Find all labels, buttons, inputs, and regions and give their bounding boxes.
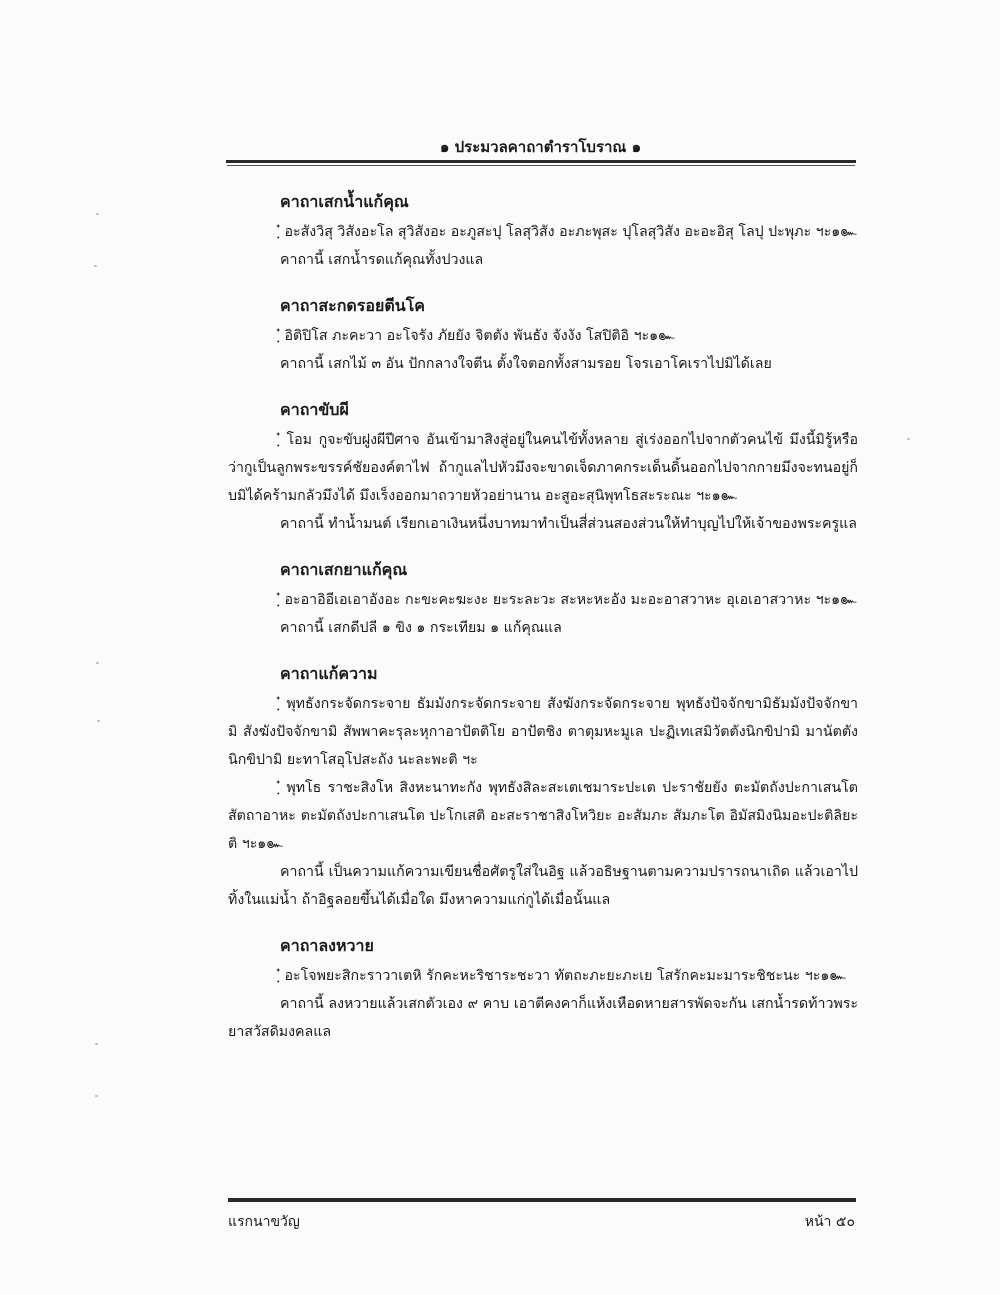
note-paragraph: คาถานี้ เสกน้ำรดแก้คุณทั้งปวงแล (280, 252, 484, 268)
chant-paragraph: ฺ๋ อะอาอิอีเอเอาอังอะ กะขะคะฆะงะ ยะระละวะ สะหะหะอัง มะอะอาสวาหะ อุเอเอาสวาหะ ฯะ๑๛ (280, 592, 857, 608)
note-paragraph: คาถานี้ เป็นความแก้ความเขียนชื่อศัตรูใส่ในอิฐ แล้วอธิษฐานตามความปรารถนาเถิด แล้วเอาไปทิ้งในแม่น้ำ ถ้าอิฐลอยขึ้นได้เมื่อใด มึงหาความแก่กูได้เมื่อนั้นแล (228, 864, 858, 908)
note-paragraph: คาถานี้ เสกดีปลี ๑ ขิง ๑ กระเทียม ๑ แก้คุณแล (280, 620, 562, 636)
scan-speck (96, 213, 99, 215)
main-content (228, 188, 858, 1064)
page-header-title: ๑ ประมวลคาถาตำราโบราณ ๑ (439, 138, 642, 156)
header-rule (226, 160, 856, 163)
section-title: คาถาเสกน้ำแก้คุณ (280, 192, 409, 211)
chant-paragraph: ฺ๋ อะสังวิสุ วิสังอะโล สุวิสังอะ อะภูสะปุ โลสุวิสัง อะภะพุสะ ปุโลสุวิสัง อะอะอิสุ โลปุ ปะพุภะ ฯะ๑๛ (280, 224, 857, 240)
section-title: คาถาลงหวาย (280, 936, 374, 955)
chant-paragraph: ฺ๋ อะโจพยะสิกะราวาเตหิ รักคะหะริชาระชะวา ทัตถะภะยะภะเย โสรักคะมะมาระชิชะนะ ฯะ๑๛ (280, 968, 846, 984)
scan-speck (97, 720, 100, 722)
note-paragraph: คาถานี้ ลงหวายแล้วเสกตัวเอง ๙ คาบ เอาตีคงคาก็แห้งเหือดหายสารพัดจะกัน เสกน้ำรดท้าวพระยาสวัสดิมงคลแล (228, 996, 858, 1040)
chant-paragraph: ฺ๋ พุทธังกระจัดกระจาย ธัมมังกระจัดกระจาย สังฆังกระจัดกระจาย พุทธังปัจจักขามิธัมมังปัจจักขามิ สังฆังปัจจักขามิ สัพพาคะรุละหุกาอาปัตติโย อาปัตชิง ตาตุมหะมูเล ปะฏิเทเสมิวัตตังนิกขิปามิ มานัตตังนิกขิปามิ ยะทาโสอุโปสะถัง นะละพะติ ฯะ (228, 696, 858, 768)
note-paragraph: คาถานี้ ทำน้ำมนต์ เรียกเอาเงินหนึ่งบาทมาทำเป็นสี่ส่วนสองส่วนให้ทำบุญไปให้เจ้าของพระครูแล (280, 516, 858, 532)
section-title: คาถาเสกยาแก้คุณ (280, 560, 408, 579)
chant-paragraph: ฺ๋ โอม กูจะขับฝูงผีปีศาจ อันเข้ามาสิงสู่อยู่ในคนไข้ทั้งหลาย สู่เร่งออกไปจากตัวคนไข้ มึงนี้มิรู้หรือว่ากูเป็นลูกพระขรรค์ชัยองค์ตาไฟ ถ้ากูแลไปหัวมึงจะขาดเจ็ดภาคกระเด็นดิ้นออกไปจากกายมึงจะทนอยู่ก็บมิได้คร้ามกลัวมึงได้ มึงเร็งออกมาถวายหัวอย่านาน อะสูอะสุนิพุทโธสะระณะ ฯะ๑๛ (228, 432, 858, 504)
section-kata-sakot-roi (228, 292, 858, 378)
section-kata-khap-phi (228, 396, 858, 538)
chant-paragraph: ฺ๋ อิติปิโส ภะคะวา อะโจรัง ภัยยัง จิตตัง พันธัง จังงัง โสปิติอิ ฯะ๑๛ (280, 328, 675, 344)
section-title: คาถาแก้ความ (280, 664, 378, 683)
note-paragraph: คาถานี้ เสกไม้ ๓ อัน ปักกลางใจตีน ตั้งใจตอกทั้งสามรอย โจรเอาโคเราไปมิได้เลย (280, 356, 772, 372)
footer-rule (228, 1198, 856, 1202)
footer-book-title: แรกนาขวัญ (228, 1214, 300, 1230)
scan-speck (96, 662, 99, 664)
scan-speck (95, 1095, 98, 1097)
section-title: คาถาสะกดรอยตีนโค (280, 296, 425, 315)
scan-speck (94, 265, 97, 267)
scan-speck (95, 1043, 98, 1045)
page-number: หน้า ๕๐ (804, 1214, 855, 1230)
section-kata-kae-khwam (228, 660, 858, 914)
section-kata-sek-ya (228, 556, 858, 642)
section-kata-long-wai (228, 932, 858, 1046)
chant-paragraph: ฺ๋ พุทโธ ราชะสิงโห สิงหะนาทะกัง พุทธังสิละสะเตเชมาระปะเต ปะราชัยยัง ตะมัตถังปะกาเสนโต สัตถาอาหะ ตะมัตถังปะกาเสนโต ปะโกเสติ อะสะราชาสิงโหวิยะ อะสัมภะ สัมภะโต อิมัสมิงนิมอะปะติลิยะติ ฯะ๑๛ (228, 780, 858, 852)
section-title: คาถาขับผี (280, 400, 349, 419)
scan-speck (907, 438, 910, 440)
section-kata-sek-nam (228, 188, 858, 274)
